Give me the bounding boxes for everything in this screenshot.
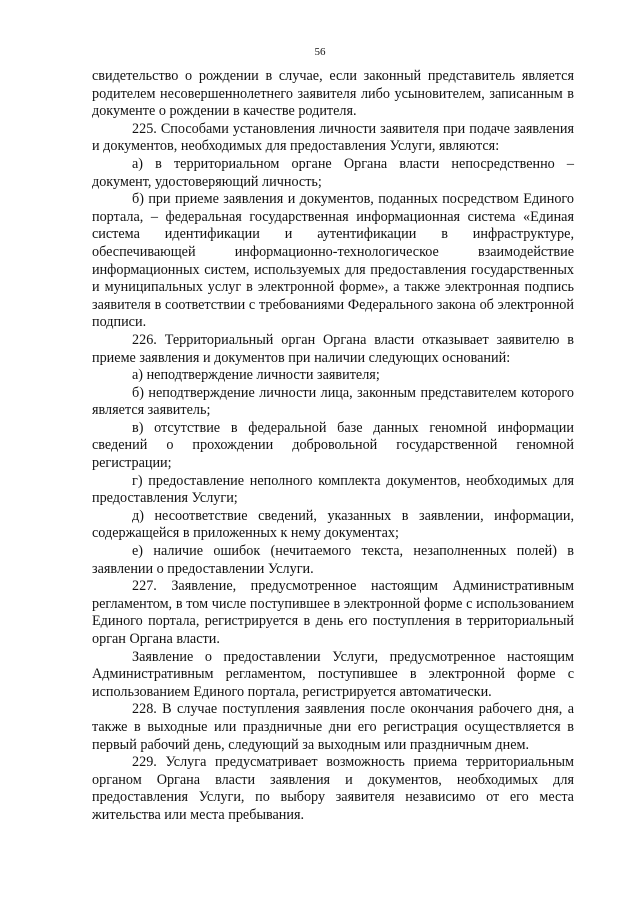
list-item-226-d: д) несоответствие сведений, указанных в заявлении, информации, содержащейся в приложенных к нему документах; xyxy=(92,507,574,542)
list-item-226-v: в) отсутствие в федеральной базе данных геномной информации сведений о прохождении добровольной государственной геномной регистрации; xyxy=(92,419,574,472)
paragraph-continuation: свидетельство о рождении в случае, если законный представитель является родителем несовершеннолетнего заявителя либо усыновителем, записанным в документе о рождении в качестве родителя. xyxy=(92,68,574,120)
list-item-226-b: б) неподтверждение личности лица, законным представителем которого является заявитель; xyxy=(92,384,574,419)
document-body xyxy=(92,68,574,825)
page-number: 56 xyxy=(314,46,326,58)
list-item-225-b: б) при приеме заявления и документов, поданных посредством Единого портала, – федеральная государственная информационная система «Единая система идентификации и аутентификации в инфраструктуре, обеспечивающей информационно-технологическое взаимодействие информационных систем, используемых для предоставления государственных и муниципальных услуг в электронной форме», а также электронная подпись заявителя в соответствии с требованиями Федерального закона об электронной подписи. xyxy=(92,191,574,331)
list-item-226-e: е) наличие ошибок (нечитаемого текста, незаполненных полей) в заявлении о предоставлении Услуги. xyxy=(92,543,574,577)
list-item-226-g: г) предоставление неполного комплекта документов, необходимых для предоставления Услуги; xyxy=(92,472,574,507)
paragraph-228: 228. В случае поступления заявления после окончания рабочего дня, а также в выходные или праздничные дни его регистрация осуществляется в первый рабочий день, следующий за выходным или праздничным днем. xyxy=(92,701,574,753)
paragraph-229: 229. Услуга предусматривает возможность приема территориальным органом Органа власти заявления и документов, необходимых для предоставления Услуги, по выбору заявителя независимо от его места жительства или места пребывания. xyxy=(92,754,574,823)
list-item-226-a: а) неподтверждение личности заявителя; xyxy=(132,367,380,384)
list-item-225-a: а) в территориальном органе Органа власти непосредственно – документ, удостоверяющий личность; xyxy=(92,155,574,190)
paragraph-225: 225. Способами установления личности заявителя при подаче заявления и документов, необходимых для предоставления Услуги, являются: xyxy=(92,120,574,155)
paragraph-227-continued: Заявление о предоставлении Услуги, предусмотренное настоящим Административным регламентом, поступившее в электронной форме с использованием Единого портала, регистрируется автоматически. xyxy=(92,648,574,700)
paragraph-226: 226. Территориальный орган Органа власти отказывает заявителю в приеме заявления и документов при наличии следующих оснований: xyxy=(92,331,574,366)
paragraph-227: 227. Заявление, предусмотренное настоящим Административным регламентом, в том числе поступившее в электронной форме с использованием Единого портала, регистрируется в день его поступления в территориальный орган Органа власти. xyxy=(92,578,574,647)
